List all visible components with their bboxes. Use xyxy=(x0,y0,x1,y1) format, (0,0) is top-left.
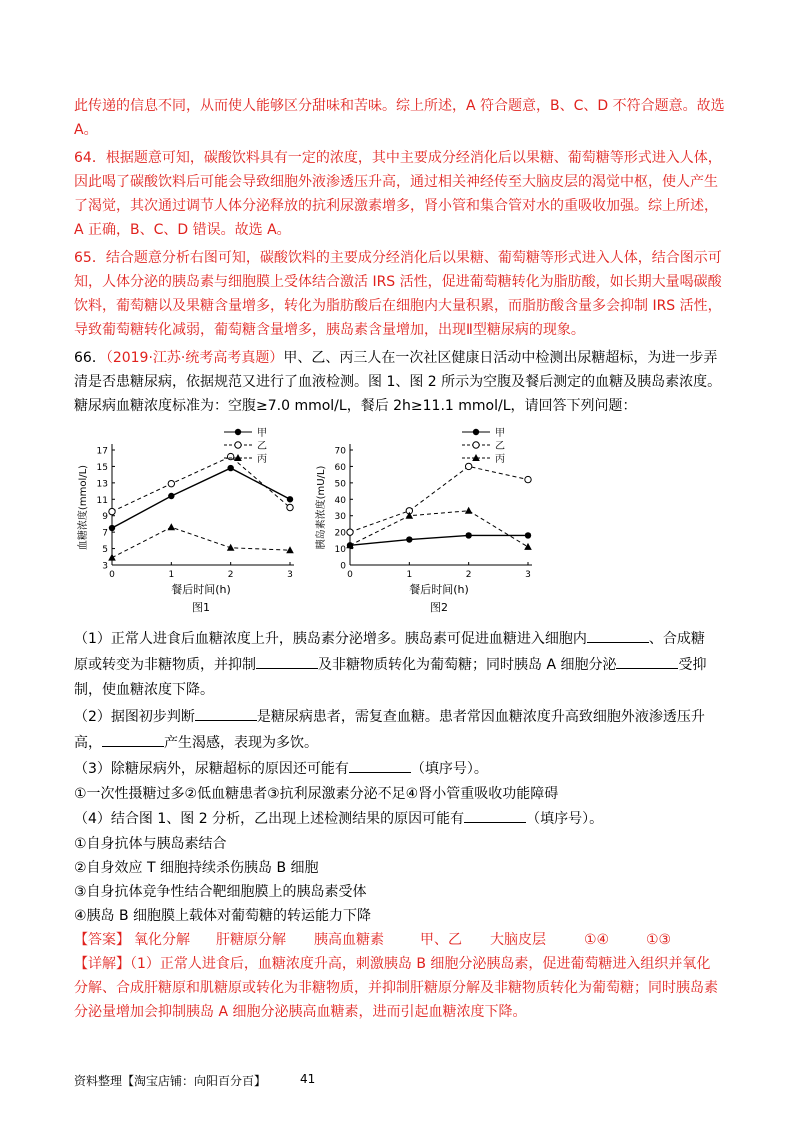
answer-6: ①④ xyxy=(584,932,610,948)
s4-line-1: （4）结合图 1、图 2 分析，乙出现上述检测结果的原因可能有 （填序号）。 xyxy=(74,808,734,829)
y-tick-label: 0 xyxy=(340,561,346,572)
prev-explanation-line: 此传递的信息不同，从而使人能够区分甜味和苦味。综上所述，A 符合题意，B、C、D 不符合题意。故选 xyxy=(74,98,725,114)
legend-label-丙: 丙 xyxy=(257,454,267,465)
data-point-甲 xyxy=(465,532,471,538)
y-tick-label: 15 xyxy=(96,462,108,473)
data-point-乙 xyxy=(347,529,353,535)
data-point-甲 xyxy=(406,536,412,542)
y-tick-label: 10 xyxy=(334,545,346,556)
blank-4[interactable] xyxy=(195,706,257,721)
detail-label: 【详解】 xyxy=(74,956,130,972)
y-tick-label: 30 xyxy=(334,512,346,523)
x-tick-label: 0 xyxy=(347,570,353,580)
y-tick-label: 7 xyxy=(102,528,108,539)
answer-label: 【答案】 xyxy=(74,932,130,948)
data-point-乙 xyxy=(525,476,531,482)
q65-line-1: 65．结合题意分析右图可知，碳酸饮料的主要成分经消化后以果糖、葡萄糖等形式进入人体，结合图示可 xyxy=(74,250,722,266)
data-point-丙 xyxy=(465,507,473,514)
x-tick-label: 2 xyxy=(465,570,472,580)
figure-1-blood-glucose-chart xyxy=(74,422,314,618)
legend-label-乙: 乙 xyxy=(257,441,267,452)
series-line-乙 xyxy=(350,466,528,532)
x-axis-label: 餐后时间(h) xyxy=(171,583,231,596)
series-line-丙 xyxy=(350,511,528,547)
legend-label-乙: 乙 xyxy=(495,441,505,452)
q66-line-2: 清是否患糖尿病，依据规范又进行了血液检测。图 1、图 2 所示为空腹及餐后测定的血糖及胰岛素浓度。 xyxy=(74,374,722,390)
y-tick-label: 20 xyxy=(334,528,346,539)
data-point-乙 xyxy=(168,480,174,486)
page-number: 41 xyxy=(300,1072,316,1086)
y-tick-label: 13 xyxy=(96,479,108,490)
q64-line-3: 了渴觉，其次通过调节人体分泌释放的抗利尿激素增多，肾小管和集合管对水的重吸收加强。综上所述， xyxy=(74,198,718,214)
footer-source: 资料整理【淘宝店铺：向阳百分百】 xyxy=(74,1074,267,1088)
answer-3: 胰高血糖素 xyxy=(314,932,384,948)
data-point-甲 xyxy=(227,465,233,471)
data-point-乙 xyxy=(287,504,293,510)
y-tick-label: 5 xyxy=(102,545,108,556)
detail-line-3: 分泌量增加会抑制胰岛 A 细胞分泌胰高血糖素，进而引起血糖浓度下降。 xyxy=(74,1004,527,1020)
series-line-丙 xyxy=(112,527,290,557)
figure-2-insulin-chart xyxy=(312,422,552,618)
blank-2[interactable] xyxy=(256,654,318,669)
s1-line-3: 制，使血糖浓度下降。 xyxy=(74,682,214,698)
data-point-甲 xyxy=(168,493,174,499)
y-tick-label: 70 xyxy=(334,446,346,457)
s3-options: ①一次性摄糖过多②低血糖患者③抗利尿激素分泌不足④肾小管重吸收功能障碍 xyxy=(74,786,559,802)
legend-label-甲: 甲 xyxy=(495,428,505,439)
series-line-甲 xyxy=(112,468,290,528)
data-point-甲 xyxy=(525,532,531,538)
y-axis-label: 胰岛素浓度(mU/L) xyxy=(316,465,327,550)
answer-2: 肝糖原分解 xyxy=(216,932,286,948)
q66-line-1 xyxy=(74,348,734,368)
s1-line-1: （1）正常人进食后血糖浓度上升，胰岛素分泌增多。胰岛素可促进血糖进入细胞内 、合成糖 xyxy=(74,628,734,649)
s4-option-1: ①自身抗体与胰岛素结合 xyxy=(74,836,227,852)
legend-marker xyxy=(473,429,479,435)
q65-line-2: 知，人体分泌的胰岛素与细胞膜上受体结合激活 IRS 活性，促进葡萄糖转化为脂肪酸，如长期大量喝碳酸 xyxy=(74,274,722,290)
data-point-甲 xyxy=(109,525,115,531)
q66-line-3: 糖尿病血糖浓度标准为：空腹≥7.0 mmol/L，餐后 2h≥11.1 mmol/L，请回答下列问题： xyxy=(74,398,637,414)
s1-line-2: 原或转变为非糖物质，并抑制 及非糖物质转化为葡萄糖；同时胰岛 A 细胞分泌 受抑 xyxy=(74,654,734,675)
blank-7[interactable] xyxy=(464,808,526,823)
legend-marker xyxy=(235,429,241,435)
data-point-丙 xyxy=(524,543,532,550)
data-point-丙 xyxy=(108,554,116,561)
q64-line-2: 因此喝了碳酸饮料后可能会导致细胞外液渗透压升高，通过相关神经传至大脑皮层的渴觉中枢，使人产生 xyxy=(74,174,718,190)
x-tick-label: 1 xyxy=(406,570,413,580)
legend-marker xyxy=(473,442,479,448)
blank-5[interactable] xyxy=(102,732,164,747)
answer-1: 氧化分解 xyxy=(134,932,190,948)
detail-line-1: 【详解】（1）正常人进食后，血糖浓度升高，刺激胰岛 B 细胞分泌胰岛素，促进葡萄糖进入组织并氧化 xyxy=(74,956,711,972)
legend-label-甲: 甲 xyxy=(257,428,267,439)
answer-4: 甲、乙 xyxy=(420,932,462,948)
y-tick-label: 9 xyxy=(102,512,108,523)
s4-option-4: ④胰岛 B 细胞膜上载体对葡萄糖的转运能力下降 xyxy=(74,908,372,924)
x-tick-label: 1 xyxy=(168,570,175,580)
x-tick-label: 2 xyxy=(227,570,234,580)
x-tick-label: 3 xyxy=(525,570,531,580)
answer-line xyxy=(74,930,734,950)
detail-line-2: 分解、合成肝糖原和肌糖原或转化为非糖物质，并抑制肝糖原分解及非糖物质转化为葡萄糖；同时胰岛素 xyxy=(74,980,718,996)
s2-line-1: （2）据图初步判断 是糖尿病患者，需复查血糖。患者常因血糖浓度升高致细胞外液渗透压升 xyxy=(74,706,734,727)
data-point-乙 xyxy=(227,453,233,459)
q65-line-3: 饮料，葡萄糖以及果糖含量增多，转化为脂肪酸后在细胞内大量积累，而脂肪酸含量多会抑制 IRS 活性， xyxy=(74,298,722,314)
s3-line-1: （3）除糖尿病外，尿糖超标的原因还可能有 （填序号）。 xyxy=(74,758,734,779)
s2-line-2: 高， 产生渴感，表现为多饮。 xyxy=(74,732,734,753)
data-point-甲 xyxy=(287,496,293,502)
y-tick-label: 50 xyxy=(334,479,346,490)
y-tick-label: 11 xyxy=(96,495,108,506)
legend-label-丙: 丙 xyxy=(495,454,505,465)
s4-option-3: ③自身抗体竞争性结合靶细胞膜上的胰岛素受体 xyxy=(74,884,367,900)
q66-number: 66． xyxy=(74,350,106,366)
q66-stem-1: 甲、乙、丙三人在一次社区健康日活动中检测出尿糖超标，为进一步弄 xyxy=(283,350,718,366)
series-line-甲 xyxy=(350,535,528,545)
y-tick-label: 40 xyxy=(334,495,346,506)
q64-line-4: A 正确，B、C、D 错误。故选 A。 xyxy=(74,222,291,238)
answer-7: ①③ xyxy=(646,932,672,948)
data-point-丙 xyxy=(168,523,176,530)
q65-line-4: 导致葡萄糖转化减弱，葡萄糖含量增多，胰岛素含量增加，出现Ⅱ型糖尿病的现象。 xyxy=(74,322,585,338)
x-tick-label: 0 xyxy=(109,570,115,580)
prev-explanation-end: A。 xyxy=(74,122,98,138)
y-tick-label: 17 xyxy=(96,446,108,457)
x-tick-label: 3 xyxy=(287,570,293,580)
y-axis-label: 血糖浓度(mmol/L) xyxy=(78,464,89,551)
legend-marker xyxy=(235,442,241,448)
q64-line-1: 64．根据题意可知，碳酸饮料具有一定的浓度，其中主要成分经消化后以果糖、葡萄糖等形式进入人体， xyxy=(74,150,722,166)
data-point-乙 xyxy=(465,463,471,469)
y-tick-label: 60 xyxy=(334,462,346,473)
y-tick-label: 3 xyxy=(102,561,108,572)
data-point-丙 xyxy=(286,546,294,553)
blank-1[interactable] xyxy=(587,628,649,643)
blank-6[interactable] xyxy=(349,758,411,773)
blank-3[interactable] xyxy=(616,654,678,669)
x-axis-label: 餐后时间(h) xyxy=(409,583,469,596)
s4-option-2: ②自身效应 T 细胞持续杀伤胰岛 B 细胞 xyxy=(74,860,319,876)
data-point-乙 xyxy=(109,508,115,514)
chart-title: 图1 xyxy=(192,601,210,614)
chart-title: 图2 xyxy=(430,601,448,614)
answer-5: 大脑皮层 xyxy=(490,932,546,948)
q66-source: （2019·江苏·统考高考真题） xyxy=(105,350,284,366)
